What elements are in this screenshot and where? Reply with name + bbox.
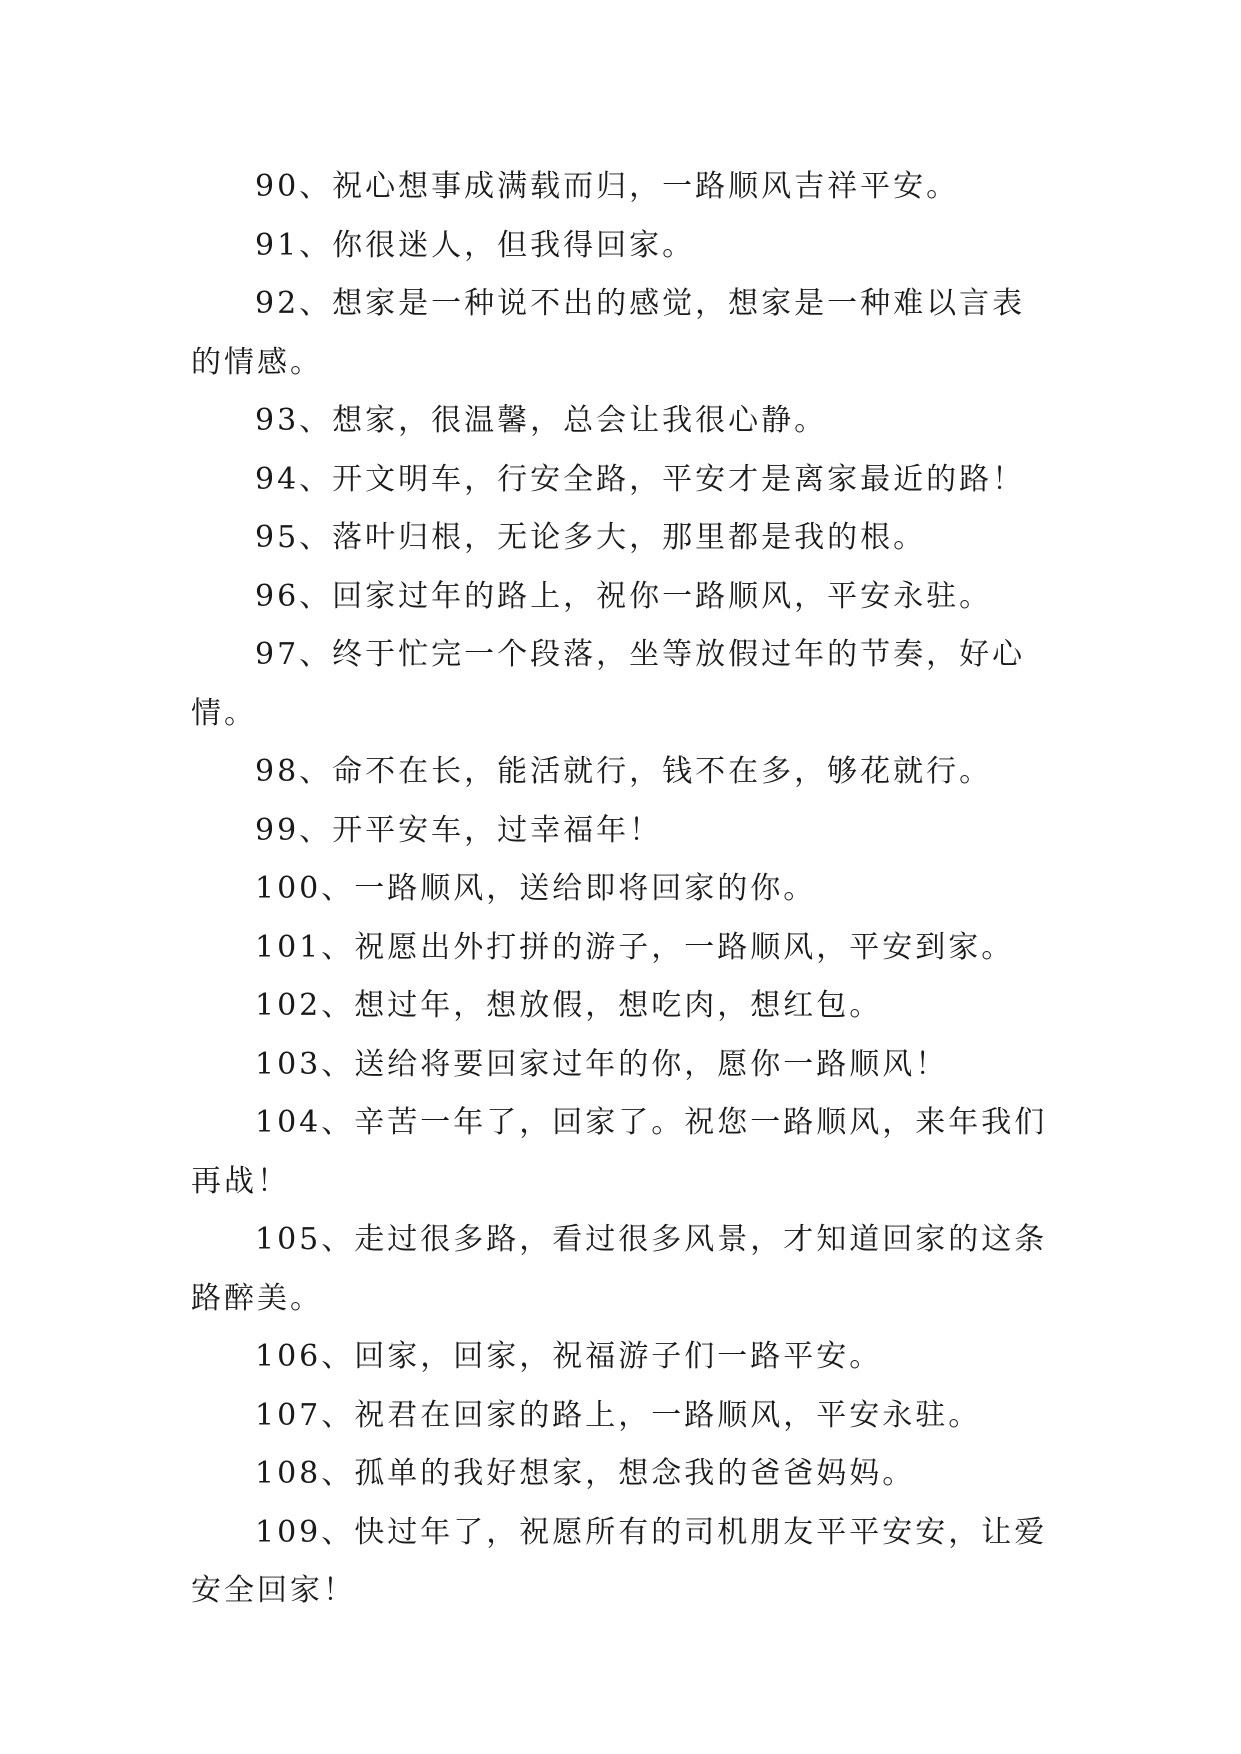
paragraph-103: 103、送给将要回家过年的你，愿你一路顺风！	[255, 1046, 949, 1082]
paragraph-99: 99、开平安车，过幸福年！	[255, 812, 663, 848]
paragraph-91: 91、你很迷人，但我得回家。	[255, 227, 696, 263]
paragraph-98: 98、命不在长，能活就行，钱不在多，够花就行。	[255, 754, 993, 789]
paragraph-101: 101、祝愿出外打拼的游子，一路顺风，平安到家。	[255, 929, 1015, 965]
paragraph-102: 102、想过年，想放假，想吃肉，想红包。	[255, 988, 883, 1023]
paragraph-96: 96、回家过年的路上，祝你一路顺风，平安永驻。	[255, 578, 993, 614]
paragraph-92: 92、想家是一种说不出的感觉，想家是一种难以言表的情感。	[191, 286, 1026, 380]
paragraph-97: 97、终于忙完一个段落，坐等放假过年的节奏，好心情。	[191, 637, 1026, 731]
paragraph-93: 93、想家，很温馨，总会让我很心静。	[255, 403, 828, 438]
paragraph-108: 108、孤单的我好想家，想念我的爸爸妈妈。	[255, 1456, 916, 1491]
paragraph-106: 106、回家，回家，祝福游子们一路平安。	[255, 1339, 883, 1374]
paragraph-95: 95、落叶归根，无论多大，那里都是我的根。	[255, 520, 927, 555]
paragraph-94: 94、开文明车，行安全路，平安才是离家最近的路！	[255, 461, 1026, 497]
paragraph-105: 105、走过很多路，看过很多风景，才知道回家的这条路醉美。	[191, 1222, 1048, 1316]
paragraph-100: 100、一路顺风，送给即将回家的你。	[255, 871, 817, 906]
paragraph-90: 90、祝心想事成满载而归，一路顺风吉祥平安。	[255, 169, 960, 204]
paragraph-107: 107、祝君在回家的路上，一路顺风，平安永驻。	[255, 1397, 982, 1433]
document-body	[191, 158, 1051, 1621]
paragraph-104: 104、辛苦一年了，回家了。祝您一路顺风，来年我们再战！	[191, 1105, 1048, 1199]
paragraph-109: 109、快过年了，祝愿所有的司机朋友平平安安，让爱安全回家！	[191, 1514, 1048, 1608]
